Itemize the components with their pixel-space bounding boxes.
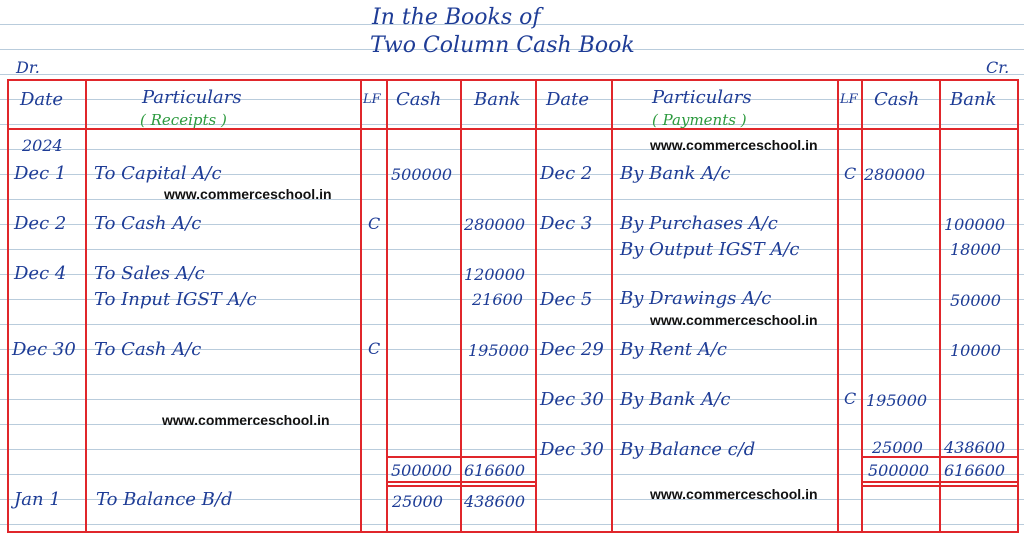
payment-date: Dec 3 bbox=[540, 213, 593, 234]
opening-bank: 438600 bbox=[464, 492, 526, 511]
payment-particulars: By Balance c/d bbox=[620, 439, 756, 460]
payments-total-cash: 500000 bbox=[868, 461, 930, 480]
receipts-year: 2024 bbox=[22, 136, 63, 155]
payment-date: Dec 29 bbox=[540, 339, 604, 360]
watermark-text: www.commerceschool.in bbox=[650, 486, 818, 502]
col-header-cash-right: Cash bbox=[874, 89, 920, 110]
payment-particulars: By Output IGST A/c bbox=[620, 239, 800, 260]
receipt-cash: 500000 bbox=[391, 165, 453, 184]
payment-bank: 438600 bbox=[944, 438, 1006, 457]
payment-bank: 100000 bbox=[944, 215, 1006, 234]
payment-bank: 10000 bbox=[950, 341, 1001, 360]
receipt-lf: C bbox=[368, 339, 381, 358]
payment-particulars: By Bank A/c bbox=[620, 389, 731, 410]
col-header-bank-left: Bank bbox=[474, 89, 521, 110]
col-header-particulars-right: Particulars bbox=[652, 87, 752, 108]
col-subheader-receipts: ( Receipts ) bbox=[140, 111, 227, 129]
payment-date: Dec 30 bbox=[540, 439, 604, 460]
opening-particulars: To Balance B/d bbox=[96, 489, 233, 510]
payment-cash: 280000 bbox=[864, 165, 926, 184]
watermark-text: www.commerceschool.in bbox=[164, 186, 332, 202]
debit-label: Dr. bbox=[16, 58, 40, 77]
col-header-date-right: Date bbox=[546, 89, 590, 110]
receipt-lf: C bbox=[368, 214, 381, 233]
title-line-2: Two Column Cash Book bbox=[370, 33, 635, 58]
col-header-bank-right: Bank bbox=[950, 89, 997, 110]
payment-bank: 50000 bbox=[950, 291, 1001, 310]
receipt-particulars: To Capital A/c bbox=[94, 163, 222, 184]
payment-particulars: By Bank A/c bbox=[620, 163, 731, 184]
receipt-date: Dec 30 bbox=[12, 339, 76, 360]
col-header-cash-left: Cash bbox=[396, 89, 442, 110]
payment-bank: 18000 bbox=[950, 240, 1001, 259]
payment-date: Dec 5 bbox=[540, 289, 593, 310]
payment-lf: C bbox=[844, 164, 857, 183]
payment-particulars: By Purchases A/c bbox=[620, 213, 778, 234]
receipt-bank: 195000 bbox=[468, 341, 530, 360]
title-line-1: In the Books of bbox=[372, 5, 541, 30]
receipt-date: Dec 1 bbox=[14, 163, 67, 184]
payment-cash: 195000 bbox=[866, 391, 928, 410]
receipt-bank: 21600 bbox=[472, 290, 523, 309]
receipt-particulars: To Cash A/c bbox=[94, 213, 202, 234]
col-header-lf-left: LF bbox=[363, 92, 381, 107]
receipt-particulars: To Sales A/c bbox=[94, 263, 205, 284]
watermark-text: www.commerceschool.in bbox=[650, 137, 818, 153]
receipt-particulars: To Cash A/c bbox=[94, 339, 202, 360]
opening-cash: 25000 bbox=[392, 492, 443, 511]
payment-particulars: By Rent A/c bbox=[620, 339, 728, 360]
receipt-particulars: To Input IGST A/c bbox=[94, 289, 257, 310]
col-header-lf-right: LF bbox=[840, 92, 858, 107]
receipt-date: Dec 2 bbox=[14, 213, 67, 234]
col-header-particulars-left: Particulars bbox=[142, 87, 242, 108]
col-header-date-left: Date bbox=[20, 89, 64, 110]
receipts-total-bank: 616600 bbox=[464, 461, 526, 480]
credit-label: Cr. bbox=[986, 58, 1010, 77]
payments-total-bank: 616600 bbox=[944, 461, 1006, 480]
watermark-text: www.commerceschool.in bbox=[650, 312, 818, 328]
payment-date: Dec 2 bbox=[540, 163, 593, 184]
payment-cash: 25000 bbox=[872, 438, 923, 457]
opening-date: Jan 1 bbox=[14, 489, 61, 510]
receipt-bank: 120000 bbox=[464, 265, 526, 284]
payment-particulars: By Drawings A/c bbox=[620, 288, 772, 309]
receipt-date: Dec 4 bbox=[14, 263, 67, 284]
watermark-text: www.commerceschool.in bbox=[162, 412, 330, 428]
payment-date: Dec 30 bbox=[540, 389, 604, 410]
receipt-bank: 280000 bbox=[464, 215, 526, 234]
receipts-total-cash: 500000 bbox=[391, 461, 453, 480]
col-subheader-payments: ( Payments ) bbox=[652, 111, 747, 129]
payment-lf: C bbox=[844, 389, 857, 408]
